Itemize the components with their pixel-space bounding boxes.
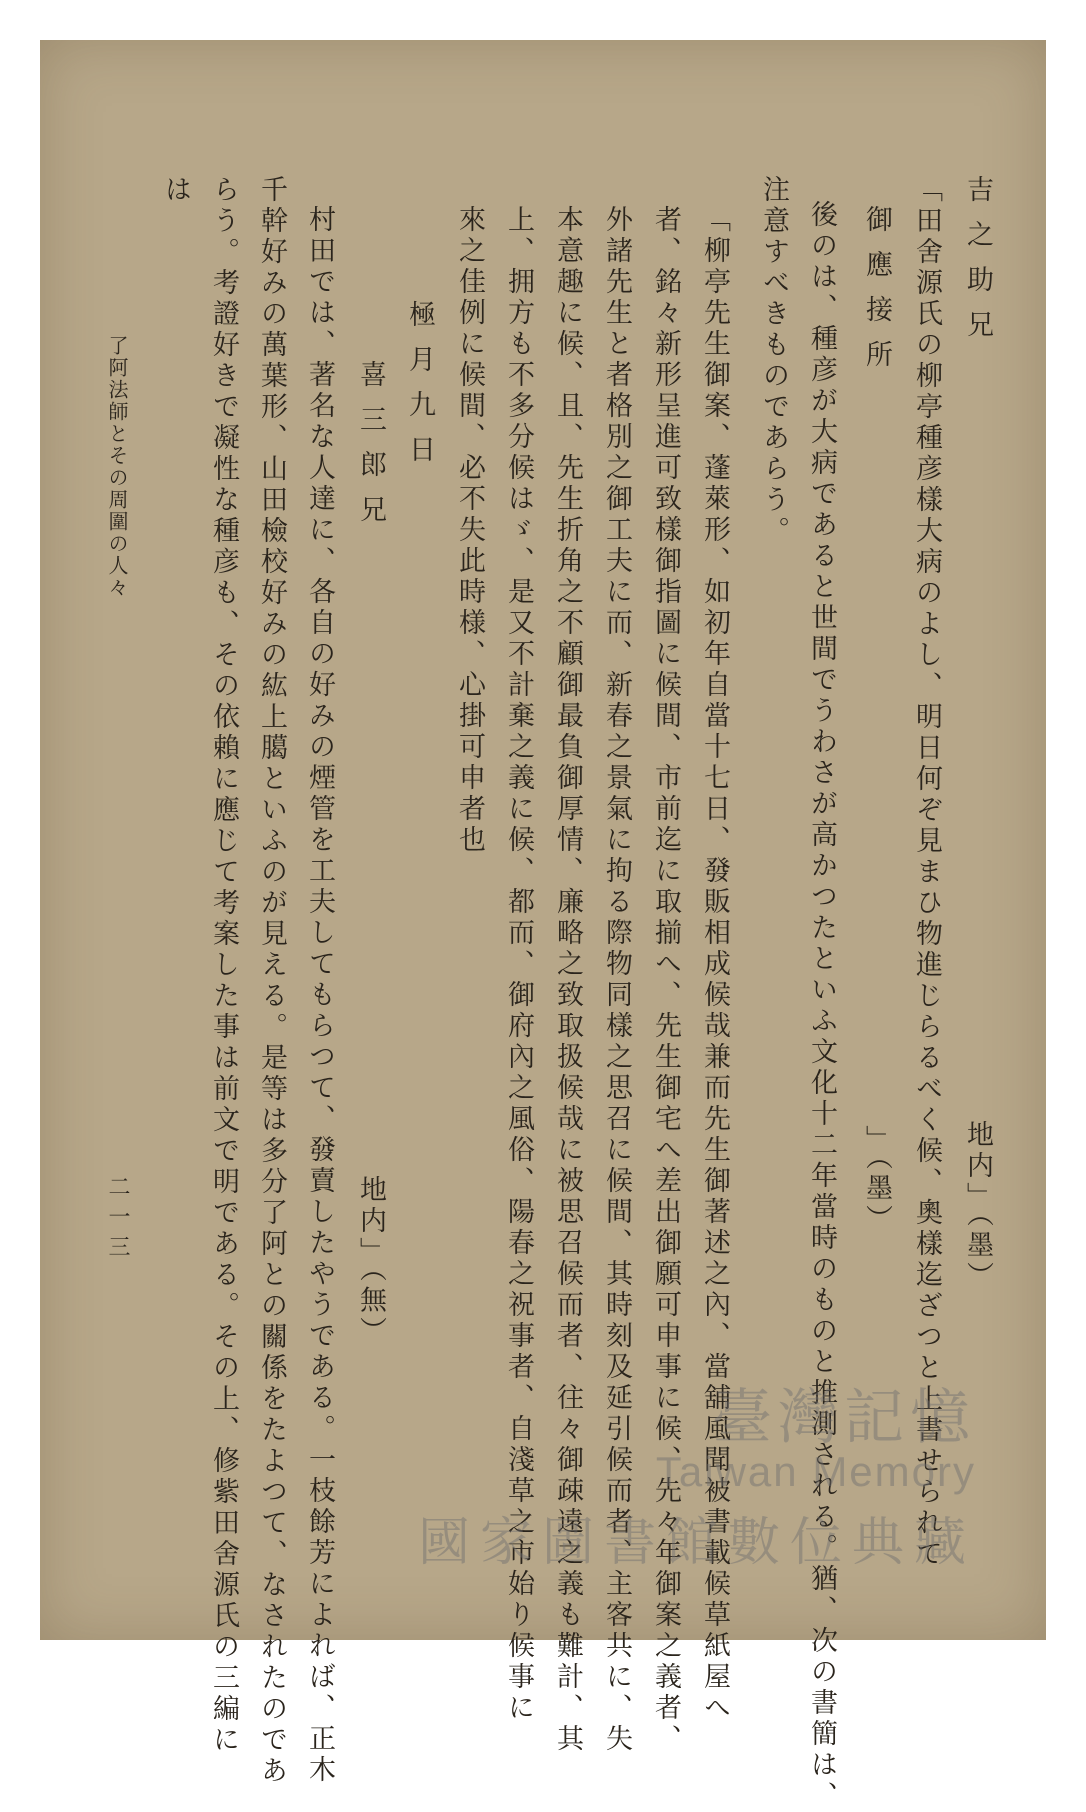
sender-line: 地内」（無） xyxy=(355,1175,386,1348)
body-line: らう。考證好きで凝性な種彦も、その依賴に應じて考案した事は前文で明である。その上、修紫田舍源氏の三編に xyxy=(208,175,239,1756)
watermark-org: 國家圖書館數位典藏 xyxy=(417,1514,976,1572)
letter-line: 外諸先生と者格別之御工夫に而、新春之景氣に拘る際物同樣之思召に候間、其時刻及延引候而者、主客共に、失 xyxy=(601,205,632,1755)
body-line: 村田では、著名な人達に、各自の好みの煙管を工夫してもらつて、發賣したやうである。一枝餘芳によれば、正木 xyxy=(304,205,335,1786)
body-line: 注意すべきものであらう。 xyxy=(758,175,789,547)
body-line: は xyxy=(160,175,191,206)
letter-line: 本意趣に候、且、先生折角之不顧御最負御厚情、廉略之致取扱候哉に被思召候而者、往々御疎遠之義も難計、其 xyxy=(552,205,583,1755)
watermark-subtitle: Taiwan Memory xyxy=(655,1448,976,1495)
watermark xyxy=(418,1370,976,1575)
date-line: 極月九日 xyxy=(404,300,435,480)
body-line: 後のは、種彦が大病であると世間でうわさが高かつたといふ文化十二年當時のものと推測される。猶、次の書簡は、 xyxy=(806,200,837,1812)
letter-line: 上、拥方も不多分候はゞ、是又不計棄之義に候、都而、御府內之風俗、陽春之祝事者、自淺草之市始り候事に xyxy=(503,205,534,1724)
letter-line: 來之佳例に候間、必不失此時様、心掛可申者也 xyxy=(454,205,485,856)
body-line: 」（墨） xyxy=(861,1125,892,1236)
body-line: 千幹好みの萬葉形、山田檢校好みの紘上臈といふのが見える。是等は多分了阿との關係をたよつて、なされたのであ xyxy=(256,175,287,1787)
body-line: 御應接所 xyxy=(861,205,892,385)
body-line: 「田舍源氏の柳亭種彦樣大病のよし、明日何ぞ見まひ物進じらるべく候、奧樣迄ざつと上書せられて xyxy=(911,175,942,1570)
letter-line: 者、銘々新形呈進可致樣御指圖に候間、市前迄に取揃へ、先生御宅へ差出御願可申事に候、先々年御案之義者、 xyxy=(650,205,681,1755)
letter-line: 「柳亭先生御案、蓬萊形、如初年自當十七日、發販相成候哉兼而先生御著述之內、當舖風聞被書載候草紙屋へ xyxy=(699,205,730,1724)
page-number: 二一三 xyxy=(105,1175,130,1265)
watermark-title: 臺灣記憶 xyxy=(712,1384,976,1451)
sender-line: 地内」（墨） xyxy=(962,1120,993,1293)
addressee-line: 喜三郎兄 xyxy=(355,360,386,540)
addressee-line: 吉之助兄 xyxy=(962,175,993,355)
running-header: 了阿法師とその周圍の人々 xyxy=(105,335,129,599)
